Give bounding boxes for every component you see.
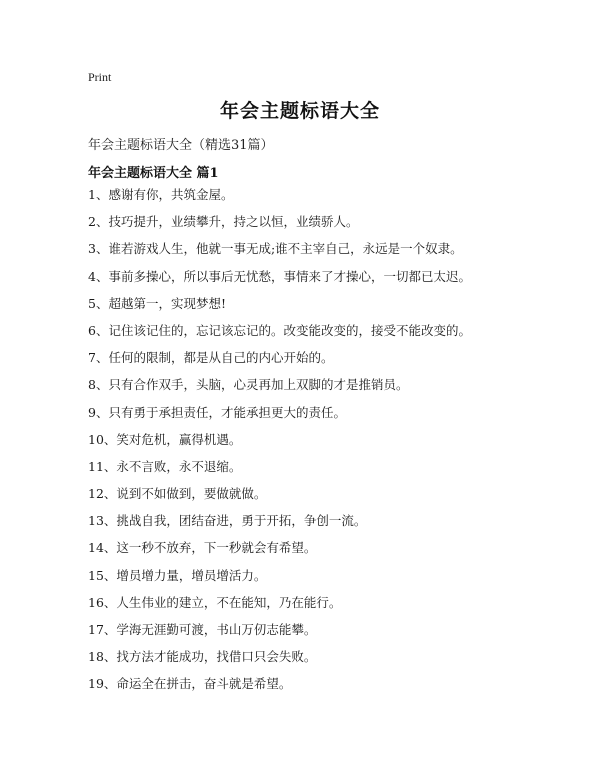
- page-title: 年会主题标语大全: [219, 100, 380, 122]
- list-item: 5、超越第一，实现梦想!: [88, 295, 226, 311]
- list-item: 17、学海无涯勤可渡，书山万仞志能攀。: [88, 622, 317, 637]
- list-item: 18、找方法才能成功，找借口只会失败。: [88, 649, 317, 665]
- list-item: 19、命运全在拼击，奋斗就是希望。: [88, 676, 292, 692]
- list-item: 9、只有勇于承担责任，才能承担更大的责任。: [88, 404, 346, 420]
- list-item: 10、笑对危机，赢得机遇。: [88, 431, 242, 447]
- slogan-list: [88, 188, 471, 705]
- list-item: 7、任何的限制，都是从自己的内心开始的。: [88, 350, 334, 366]
- list-item: 3、谁若游戏人生，他就一事无成;谁不主宰自己，永远是一个奴隶。: [88, 241, 463, 257]
- list-item: 8、只有合作双手，头脑，心灵再加上双脚的才是推销员。: [88, 377, 409, 393]
- print-link[interactable]: Print: [88, 70, 112, 84]
- list-item: 4、事前多操心，所以事后无忧愁，事情来了才操心，一切都已太迟。: [88, 268, 471, 284]
- list-item: 6、记住该记住的，忘记该忘记的。改变能改变的，接受不能改变的。: [88, 322, 471, 338]
- list-item: 11、永不言败，永不退缩。: [88, 458, 242, 474]
- list-item: 16、人生伟业的建立，不在能知，乃在能行。: [88, 594, 342, 610]
- list-item: 2、技巧提升，业绩攀升，持之以恒，业绩骄人。: [88, 214, 359, 230]
- list-item: 14、这一秒不放弃，下一秒就会有希望。: [88, 540, 317, 556]
- document-subtitle: 年会主题标语大全（精选31篇）: [88, 138, 274, 153]
- list-item: 15、增员增力量，增员增活力。: [88, 567, 267, 583]
- list-item: 12、说到不如做到，要做就做。: [88, 486, 267, 502]
- section-heading: 年会主题标语大全 篇1: [88, 166, 219, 181]
- list-item: 13、挑战自我，团结奋进，勇于开拓，争创一流。: [88, 513, 367, 529]
- list-item: 1、感谢有你，共筑金屋。: [88, 187, 234, 202]
